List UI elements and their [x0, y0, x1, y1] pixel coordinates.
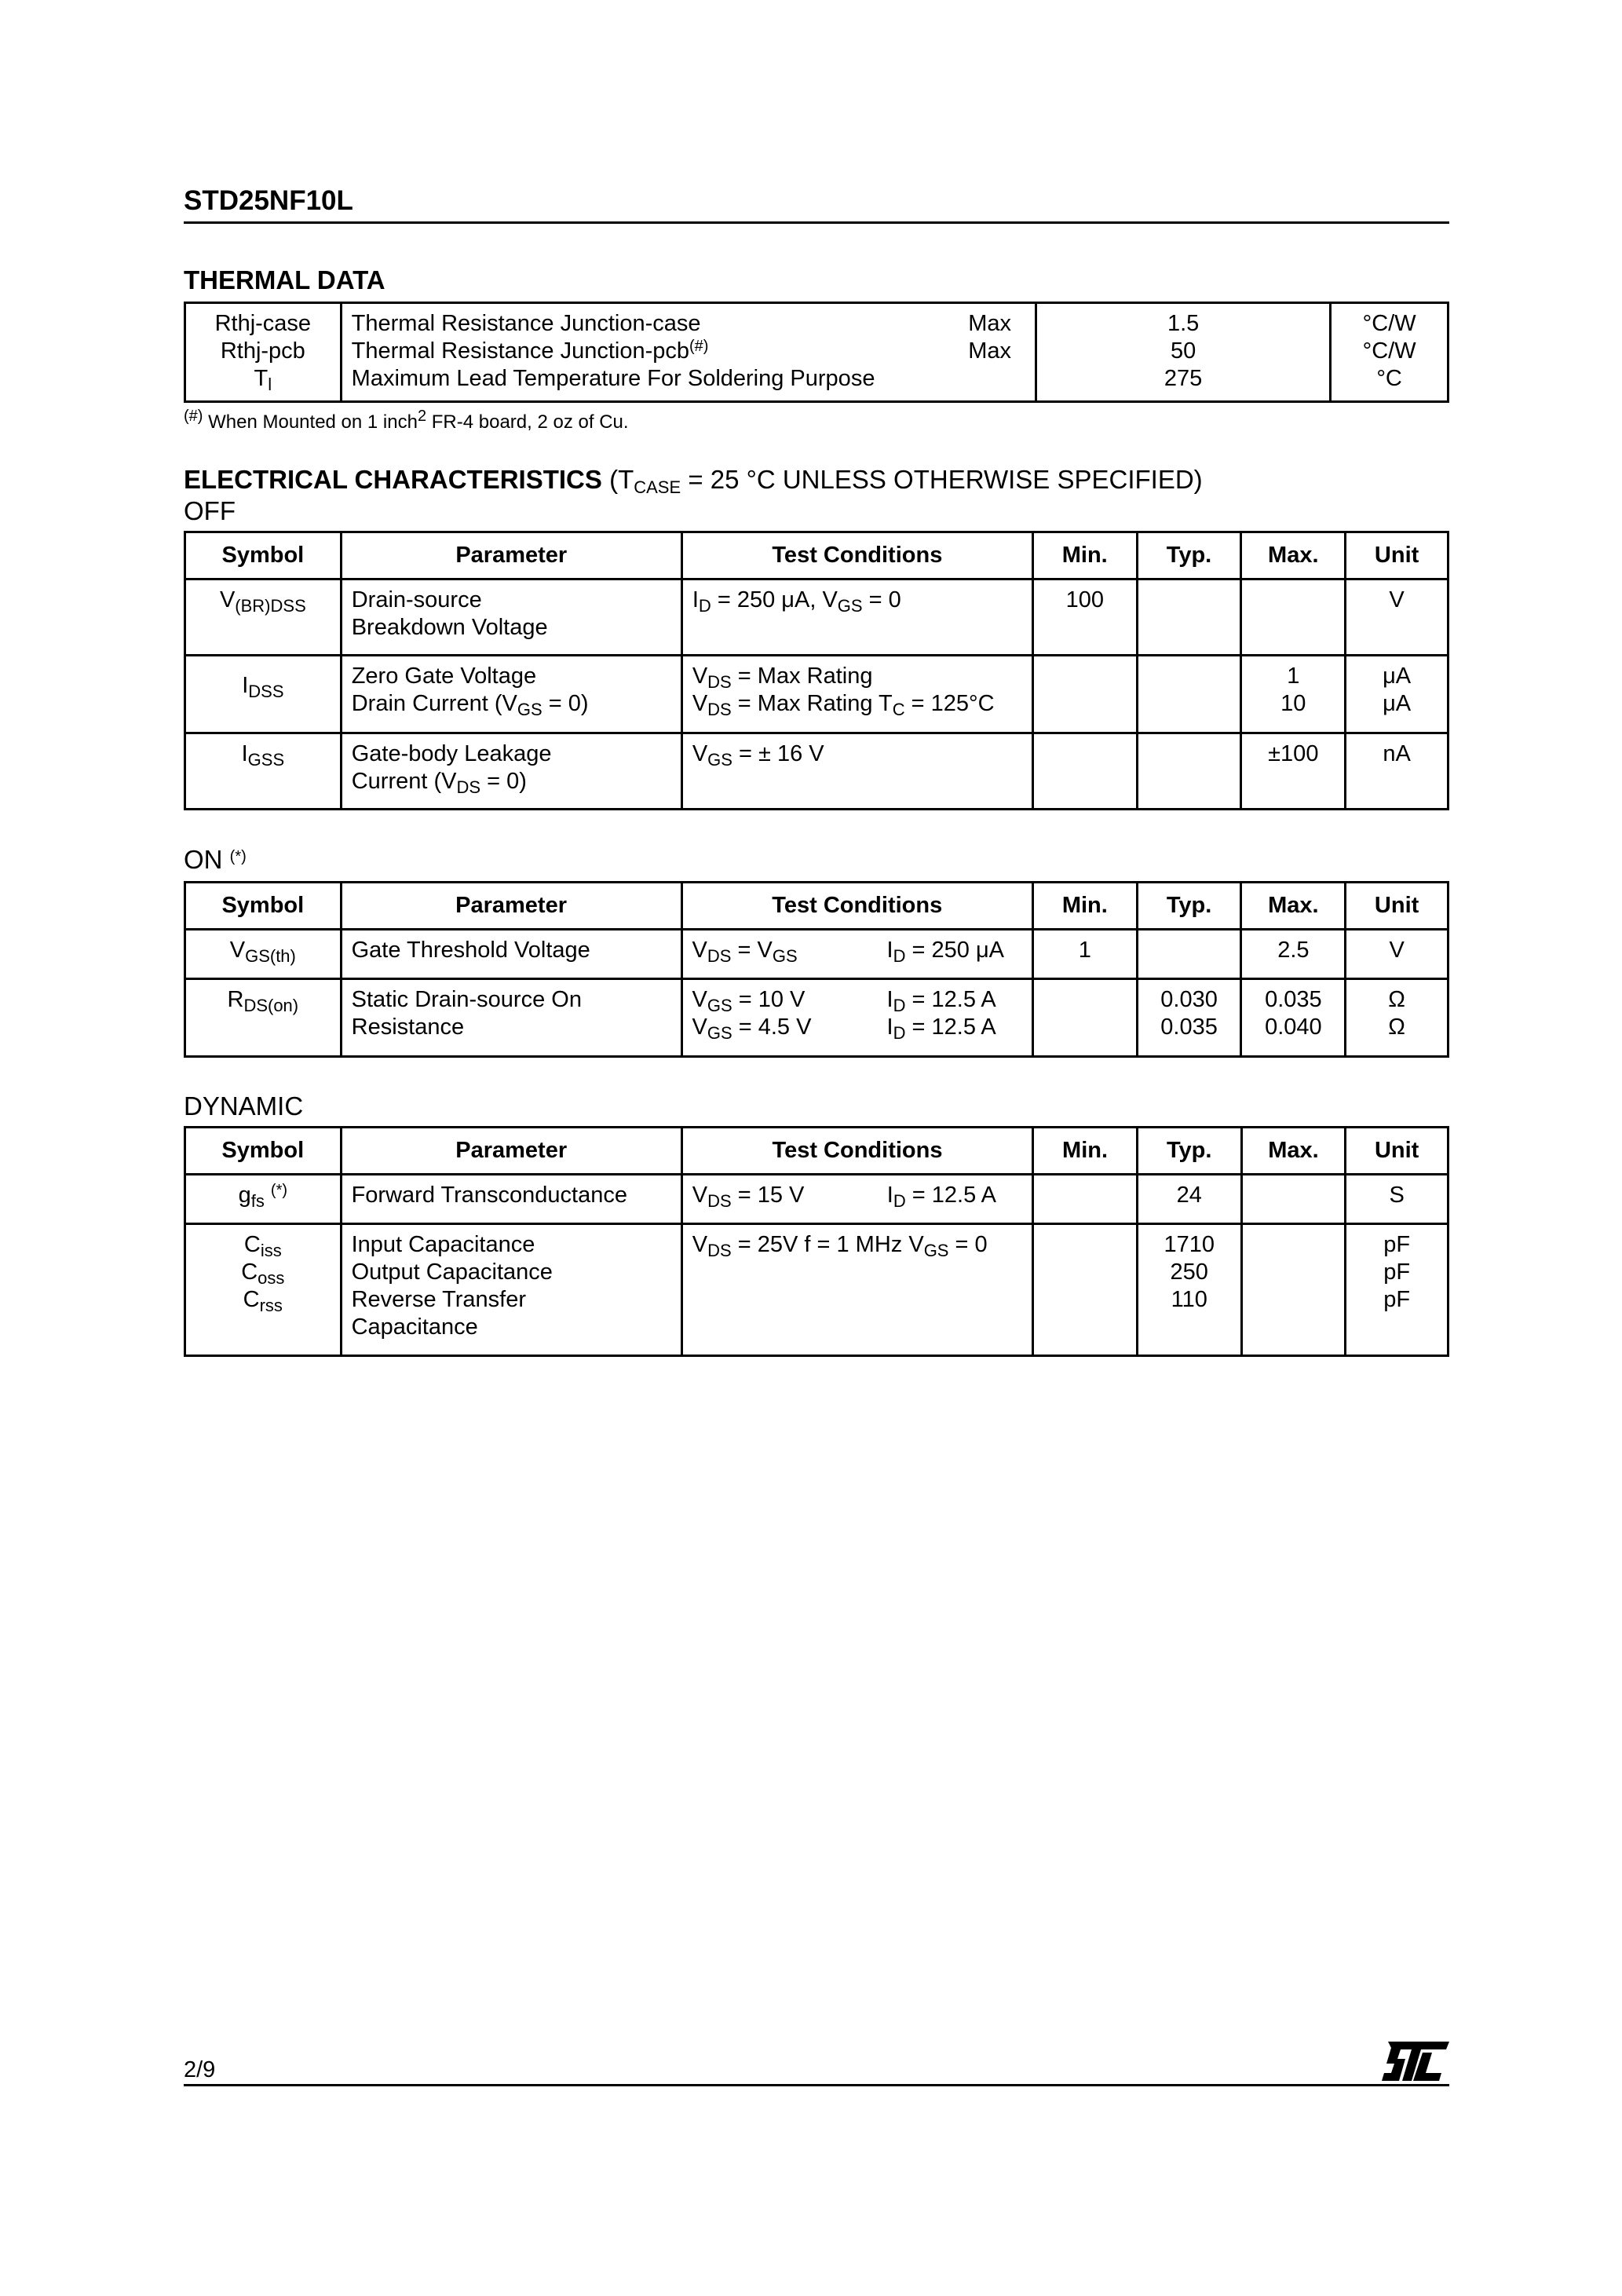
- thermal-data-table: [184, 302, 1449, 403]
- electrical-characteristics-heading: ELECTRICAL CHARACTERISTICS ($T_{CASE} = 25$ °C UNLESS OTHERWISE SPECIFIED): [184, 465, 1203, 497]
- unit-cell: °C/W °C/W °C: [1331, 303, 1448, 402]
- dynamic-heading: DYNAMIC: [184, 1091, 304, 1121]
- on-table: [184, 881, 1449, 1058]
- table-header-row: Symbol Parameter Test Conditions Min. Typ. Max. Unit: [185, 883, 1448, 930]
- dynamic-table: [184, 1126, 1449, 1357]
- symbol-cell: Rthj-case Rthj-pcb $T_l$: [185, 303, 342, 402]
- thermal-footnote: (#) When Mounted on 1 inch$^2$ FR-4 board, 2 oz of Cu.: [184, 408, 629, 433]
- header-rule: [184, 221, 1449, 224]
- table-row: [185, 303, 1448, 402]
- table-row: $C_{iss}$ $C_{oss}$ $C_{rss}$ Input Capacitance Output Capacitance Reverse Transfer Capacitance $V_{DS} = 25V$ f = 1 MHz $V_{GS} = 0$ 1710 250 110 pF pF pF: [185, 1224, 1448, 1356]
- off-heading: OFF: [184, 496, 236, 525]
- table-header-row: Symbol Parameter Test Conditions Min. Typ. Max. Unit: [185, 532, 1448, 579]
- value-cell: 1.5 50 275: [1036, 303, 1331, 402]
- st-logo: [1382, 2042, 1449, 2081]
- parameter-cell: Thermal Resistance Junction-case Max Thermal Resistance Junction-pcb(#) Max Maximum Lead Temperature For Soldering Purpose: [341, 303, 1036, 402]
- thermal-data-heading: THERMAL DATA: [184, 265, 385, 294]
- page-number: 2/9: [184, 2057, 216, 2082]
- table-header-row: Symbol Parameter Test Conditions Min. Typ. Max. Unit: [185, 1128, 1448, 1175]
- document-title: STD25NF10L: [184, 185, 353, 216]
- table-row: $I_{DSS}$ Zero Gate Voltage Drain Current $(V_{GS} = 0)$ $V_{DS}$ = Max Rating $V_{DS}$ = Max Rating $T_C = 125^\circ C$ 1 10 μA μA: [185, 656, 1448, 733]
- on-heading: ON (*): [184, 845, 247, 874]
- off-table: [184, 531, 1449, 810]
- table-row: $V_{GS(th)}$ Gate Threshold Voltage $V_{DS} = V_{GS}$ $I_D = 250$ μA 1 2.5 V: [185, 930, 1448, 979]
- table-row: $g_{fs}$ (*) Forward Transconductance $V_{DS} = 15$ V $I_D = 12.5$ A 24 S: [185, 1175, 1448, 1224]
- table-row: $I_{GSS}$ Gate-body Leakage Current $(V_{DS} = 0)$ $V_{GS}$ = ± 16 V ±100 nA: [185, 733, 1448, 810]
- footer-rule: [184, 2084, 1449, 2086]
- table-row: $R_{DS(on)}$ Static Drain-source On Resistance $V_{GS} = 10$ V $I_D = 12.5$ A $V_{GS} = 4.5$ V $I_D = 12.5$ A 0.030 0.035 0.035 0.040 Ω Ω: [185, 979, 1448, 1057]
- table-row: $V_{(BR)DSS}$ Drain-source Breakdown Voltage $I_D = 250$ μA, $V_{GS} = 0$ 100 V: [185, 579, 1448, 656]
